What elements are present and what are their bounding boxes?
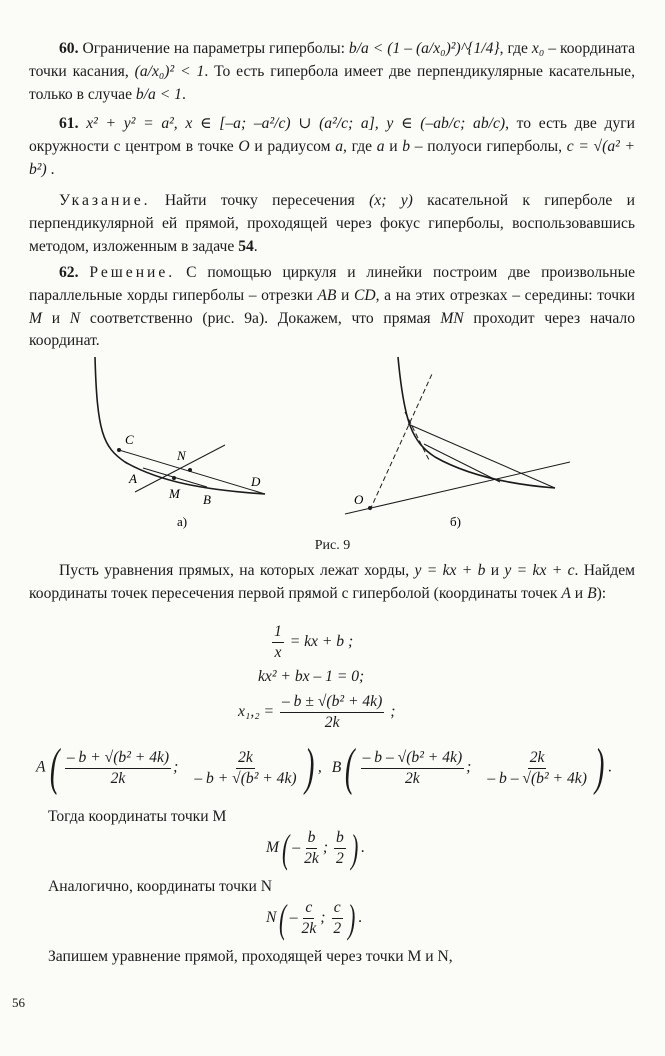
text: проходит через начало координат. (29, 309, 636, 350)
text: соответственно (рис. 9а). Докажем, что прямая (80, 309, 441, 327)
chord-cd (119, 450, 265, 494)
text-line-equation: Запишем уравнение прямой, проходящей через точки M и N, (48, 948, 453, 965)
separator: ; (173, 758, 179, 776)
fraction (272, 622, 284, 663)
label-a: A (129, 471, 137, 486)
label-n: N (177, 448, 186, 463)
label-d: D (251, 474, 261, 489)
text: и радиусом (249, 137, 336, 155)
end: . (608, 758, 613, 776)
paren-close: ) (348, 895, 356, 941)
variable: A (561, 584, 571, 602)
problem-number: 62. (59, 264, 79, 281)
denominator: 2k (110, 769, 126, 787)
end: . (358, 909, 363, 927)
numerator: – b + √(b² + 4k) (65, 748, 171, 769)
text: и (485, 562, 505, 579)
inequality: b/a < (1 – (a/x₀)²)^{1/4} (348, 40, 500, 57)
point-m (172, 476, 176, 480)
rhs: = kx + b ; (285, 633, 354, 651)
variable: M (29, 309, 42, 327)
point-label: A (36, 758, 46, 776)
denominator: 2k (301, 920, 317, 937)
paren-close: ) (594, 739, 605, 796)
text-then-m: Тогда координаты точки M (48, 808, 227, 825)
text: ): (596, 584, 607, 602)
solution-label: Решение. (89, 264, 176, 281)
equation-paragraph (29, 560, 635, 606)
text-analog-n: Аналогично, координаты точки N (48, 878, 272, 895)
condition: b/a < 1 (135, 85, 182, 103)
text: и (570, 584, 588, 602)
numerator: 2k (528, 748, 547, 769)
variable: b (402, 137, 411, 155)
variable: N (69, 309, 81, 327)
numerator: – b – √(b² + 4k) (361, 748, 465, 769)
paren-close: ) (350, 825, 359, 871)
variable: AB (317, 286, 337, 304)
hyperbola-curve (398, 357, 555, 488)
formula-roots (238, 692, 395, 733)
variable: O (238, 137, 250, 155)
paren-open: ( (279, 895, 287, 941)
numerator: – b ± √(b² + 4k) (280, 692, 384, 713)
variable: (x; y) (369, 192, 413, 209)
text: , где (343, 137, 377, 155)
text: . (46, 160, 55, 178)
formula-point-n: N( – $\frac{c}{2k}$ ; $\frac{c}{2}$ ) . (266, 895, 363, 941)
text: и (42, 309, 70, 327)
equation: c = √(a² + b²) (29, 137, 636, 178)
formula-point-m: M( – $\frac{b}{2k}$ ; $\frac{b}{2}$ ) . (266, 825, 365, 871)
denominator: 2k (304, 850, 319, 867)
text: и (336, 286, 354, 304)
point-n (188, 468, 192, 472)
hint-paragraph (29, 190, 635, 258)
paren-open: ( (345, 739, 355, 796)
variable: MN (440, 309, 464, 327)
point-label: B (331, 758, 342, 776)
separator: , (317, 758, 322, 776)
text: – координата точки касания, (29, 40, 635, 80)
variable: B (587, 584, 597, 602)
figure-caption: Рис. 9 (314, 538, 351, 553)
denominator: 2k (405, 769, 420, 787)
line-through-origin (345, 462, 570, 514)
equation: y = kx + c (504, 562, 575, 579)
chord-lower (424, 444, 500, 482)
tangent-2 (405, 412, 430, 462)
numerator: b (306, 828, 318, 849)
denominator: 2 (333, 920, 342, 937)
subcaption-b: б) (450, 514, 461, 529)
text: , то есть две дуги окружности с центром в точке (29, 115, 635, 155)
label-b: B (203, 492, 211, 507)
minus-sign: – (289, 909, 298, 927)
text: и (384, 137, 403, 155)
problem-number: 60. (59, 40, 79, 57)
hint-label: Указание. (59, 192, 151, 209)
page-number: 56 (12, 995, 25, 1010)
figure-9b (340, 352, 620, 532)
variable: x₀ (531, 40, 545, 57)
text: Пусть уравнения прямых, на которых лежат хорды, (59, 562, 415, 579)
numerator: 2k (236, 748, 255, 769)
end: . (361, 839, 365, 857)
point-c (117, 448, 121, 452)
variable: a (335, 137, 343, 155)
paren-open: ( (281, 825, 290, 871)
equation: y = kx + b (414, 562, 486, 579)
subcaption-a: а) (177, 514, 188, 529)
problem-62 (29, 262, 635, 353)
separator: ; (466, 758, 472, 776)
text: . Найдем координаты точек пересечения первой прямой с гиперболой (координаты точек (29, 562, 635, 602)
fraction (65, 748, 171, 789)
text: – полуоси гиперболы, (410, 137, 567, 155)
formula-quadratic: kx² + bx – 1 = 0; (258, 668, 365, 685)
text: Найти точку пересечения (150, 192, 370, 209)
fraction (331, 898, 343, 939)
paren-close: ) (304, 739, 315, 796)
text: С помощью циркуля и линейки построим две произвольные параллельные хорды гиперболы – отрезки (29, 264, 635, 304)
minus-sign: – (292, 839, 301, 857)
label-m: M (169, 486, 180, 501)
denominator: 2k (324, 714, 340, 731)
condition: (a/x₀)² < 1 (134, 62, 205, 80)
text: , где (499, 40, 532, 57)
problem-61 (29, 113, 635, 181)
problem-number: 61. (59, 115, 79, 132)
fraction (280, 692, 384, 733)
fraction (302, 828, 321, 869)
hyperbola-curve (95, 357, 265, 494)
problem-60 (29, 38, 635, 106)
equation: x² + y² = a², x ∈ [–a; –a²/c) ∪ (a²/c; a], y ∈ (–ab/c; ab/c) (86, 115, 506, 132)
numerator: 1 (272, 622, 284, 643)
denominator: x (274, 644, 282, 661)
numerator: c (303, 898, 314, 919)
chord-upper (408, 424, 555, 488)
point-label: M (266, 839, 279, 857)
fraction (334, 828, 346, 869)
denominator: – b + √(b² + 4k) (194, 769, 297, 787)
label-c: C (125, 432, 134, 447)
formula-reciprocal (270, 622, 353, 663)
denominator: 2 (335, 850, 344, 867)
text: . (253, 237, 258, 255)
fraction (192, 748, 298, 789)
problem-reference: 54 (238, 237, 254, 255)
numerator: b (334, 828, 346, 849)
formula-points-ab (36, 739, 613, 796)
tangent-1 (370, 374, 432, 510)
fraction (361, 748, 465, 789)
paren-open: ( (49, 739, 59, 796)
text: . (181, 85, 186, 103)
point-origin (368, 506, 372, 510)
text: Ограничение на параметры гиперболы: (82, 40, 349, 57)
fraction (485, 748, 589, 789)
label-o: O (354, 492, 364, 507)
tail: ; (386, 703, 396, 721)
text: , а на этих отрезках – середины: точки (375, 286, 635, 304)
text: касательной к гиперболе и перпендикулярной ей прямой, проходящей через фокус гиперболы, воспользовавшись методом, изложенным в задаче (29, 192, 635, 255)
lhs: x₁,₂ = (238, 703, 278, 721)
numerator: c (332, 898, 343, 919)
variable: a (376, 137, 385, 155)
variable: CD (353, 286, 376, 304)
text: . То есть гипербола имеет две перпендикулярные касательные, только в случае (29, 62, 635, 103)
fraction (300, 898, 319, 939)
denominator: – b – √(b² + 4k) (487, 769, 587, 787)
point-label: N (266, 909, 277, 927)
